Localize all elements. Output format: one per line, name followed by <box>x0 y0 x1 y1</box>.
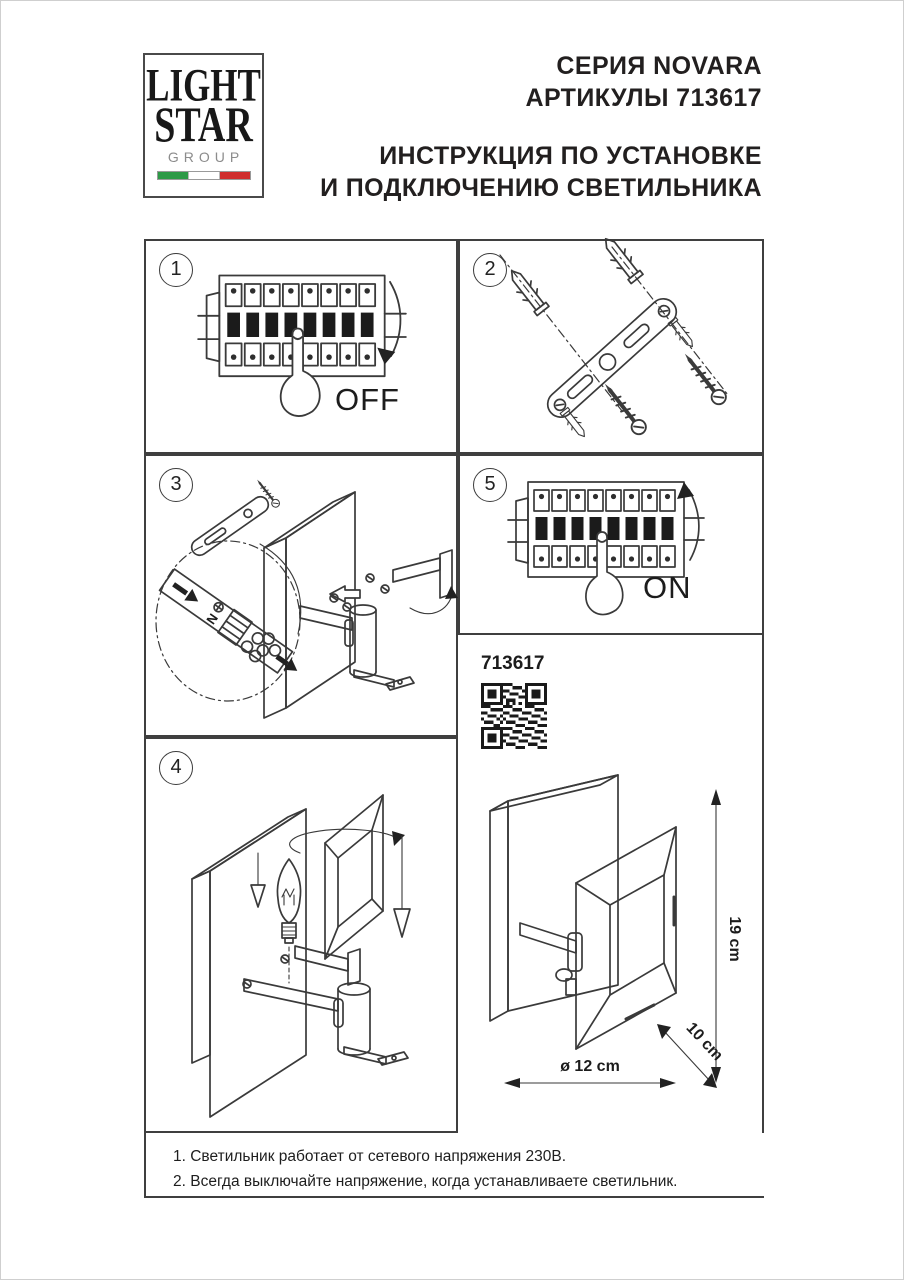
lamp-arm <box>393 558 440 582</box>
qr-code <box>481 683 547 749</box>
series-title: СЕРИЯ NOVARA <box>556 52 762 80</box>
terminal-n-label: N <box>203 610 221 628</box>
note-2: 2. Всегда выключайте напряжение, когда устанавливаете светильник. <box>173 1173 678 1190</box>
screw-icon <box>599 379 649 437</box>
screw-icon <box>679 349 729 407</box>
finger-icon <box>281 329 320 417</box>
arrow-down-icon <box>390 282 400 356</box>
bracket-bar <box>189 494 272 559</box>
logo-word-group: GROUP <box>167 149 245 165</box>
step-2-panel <box>458 239 764 454</box>
terminal-block-detail <box>157 567 306 685</box>
qr-article-label: 713617 <box>481 653 545 674</box>
lamp-socket <box>350 605 376 615</box>
bulb-installation-illustration <box>148 741 456 1127</box>
step-3-panel <box>144 454 458 737</box>
wall-mounting-illustration <box>148 458 456 735</box>
height-dimension-label: 19 cm <box>726 916 743 962</box>
notes-panel <box>144 1133 764 1198</box>
candle-bulb-icon <box>277 859 300 923</box>
step-5-number: 5 <box>473 468 507 502</box>
lamp-dimensions-illustration <box>458 763 760 1103</box>
depth-dimension-label: 10 cm <box>682 1019 726 1065</box>
logo-word-light: LIGHT <box>146 59 261 112</box>
step-4-number: 4 <box>159 751 193 785</box>
instruction-title-line2: И ПОДКЛЮЧЕНИЮ СВЕТИЛЬНИКА <box>320 174 762 202</box>
finger-icon <box>586 532 623 615</box>
mounting-bracket-illustration <box>462 243 756 443</box>
diameter-dimension-label: ø 12 cm <box>560 1058 620 1075</box>
italian-flag-icon <box>157 171 251 180</box>
lamp-socket <box>338 983 370 995</box>
arrow-down-icon <box>251 885 265 907</box>
arrow-up-icon <box>689 490 699 560</box>
on-label: ON <box>643 570 692 605</box>
step-4-panel <box>144 737 458 1133</box>
step-1-number: 1 <box>159 253 193 287</box>
detail-bubble <box>156 541 300 701</box>
lamp-shade <box>576 827 676 1049</box>
note-1: 1. Светильник работает от сетевого напряжения 230В. <box>173 1148 567 1165</box>
step-2-number: 2 <box>473 253 507 287</box>
lightstar-logo <box>143 53 264 198</box>
product-info-panel <box>458 635 764 1198</box>
arrow-down-icon <box>394 909 410 937</box>
backplate <box>508 775 618 1011</box>
logo-word-star: STAR <box>154 97 253 153</box>
step-5-panel <box>458 454 764 635</box>
step-3-number: 3 <box>159 468 193 502</box>
diffuser-cover <box>325 795 383 959</box>
article-number-title: АРТИКУЛЫ 713617 <box>525 84 762 112</box>
bracket-bar <box>542 293 681 422</box>
instruction-title-line1: ИНСТРУКЦИЯ ПО УСТАНОВКЕ <box>379 142 762 170</box>
step-1-panel <box>144 239 458 454</box>
off-label: OFF <box>335 382 400 417</box>
